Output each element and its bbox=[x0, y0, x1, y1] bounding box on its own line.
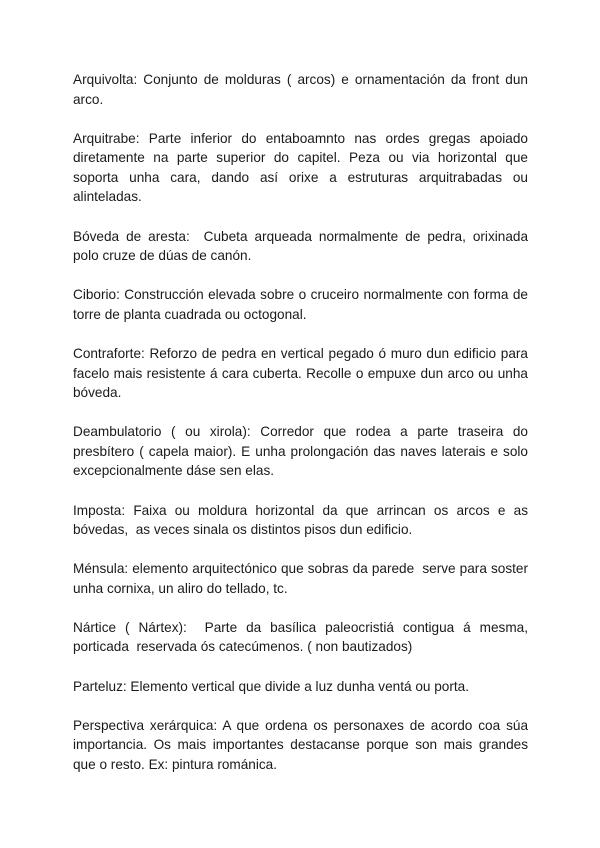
paragraph-arquitrabe: Arquitrabe: Parte inferior do entaboamnto nas ordes gregas apoiado diretamente na parte superior do capitel. Peza ou via horizontal que soporta unha cara, dando así orixe a estruturas arquitrabadas ou alinteladas. bbox=[73, 130, 532, 205]
paragraph-arquivolta: Arquivolta: Conjunto de molduras ( arcos) e ornamentación da front dun arco. bbox=[73, 72, 532, 107]
paragraph-parteluz: Parteluz: Elemento vertical que divide a luz dunha ventá ou porta. bbox=[73, 678, 469, 694]
document-page bbox=[73, 70, 532, 774]
paragraph-contraforte: Contraforte: Reforzo de pedra en vertical pegado ó muro dun edificio para facelo mais resistente á cara cuberta. Recolle o empuxe dun arco ou unha bóveda. bbox=[73, 345, 532, 401]
paragraph-nartice: Nártice ( Nártex): Parte da basílica paleocristiá contigua á mesma, porticada reservada ós catecúmenos. ( non bautizados) bbox=[73, 619, 532, 655]
paragraph-perspectiva-xerarquica: Perspectiva xerárquica: A que ordena os personaxes de acordo coa súa importancia. Os mais importantes destacanse porque son mais grandes que o resto. Ex: pintura románica. bbox=[73, 717, 532, 772]
paragraph-imposta: Imposta: Faixa ou moldura horizontal da que arrincan os arcos e as bóvedas, as veces sinala os distintos pisos dun edificio. bbox=[73, 502, 532, 538]
paragraph-boveda-de-aresta: Bóveda de aresta: Cubeta arqueada normalmente de pedra, orixinada polo cruze de dúas de canón. bbox=[73, 228, 532, 264]
paragraph-mensula: Ménsula: elemento arquitectónico que sobras da parede serve para soster unha cornixa, un aliro do tellado, tc. bbox=[73, 561, 532, 596]
paragraph-ciborio: Ciborio: Construcción elevada sobre o cruceiro normalmente con forma de torre de planta cuadrada ou octogonal. bbox=[73, 287, 532, 322]
paragraph-deambulatorio: Deambulatorio ( ou xirola): Corredor que rodea a parte traseira do presbítero ( capela maior). E unha prolongación das naves laterais e solo excepcionalmente dáse sen elas. bbox=[73, 424, 532, 479]
